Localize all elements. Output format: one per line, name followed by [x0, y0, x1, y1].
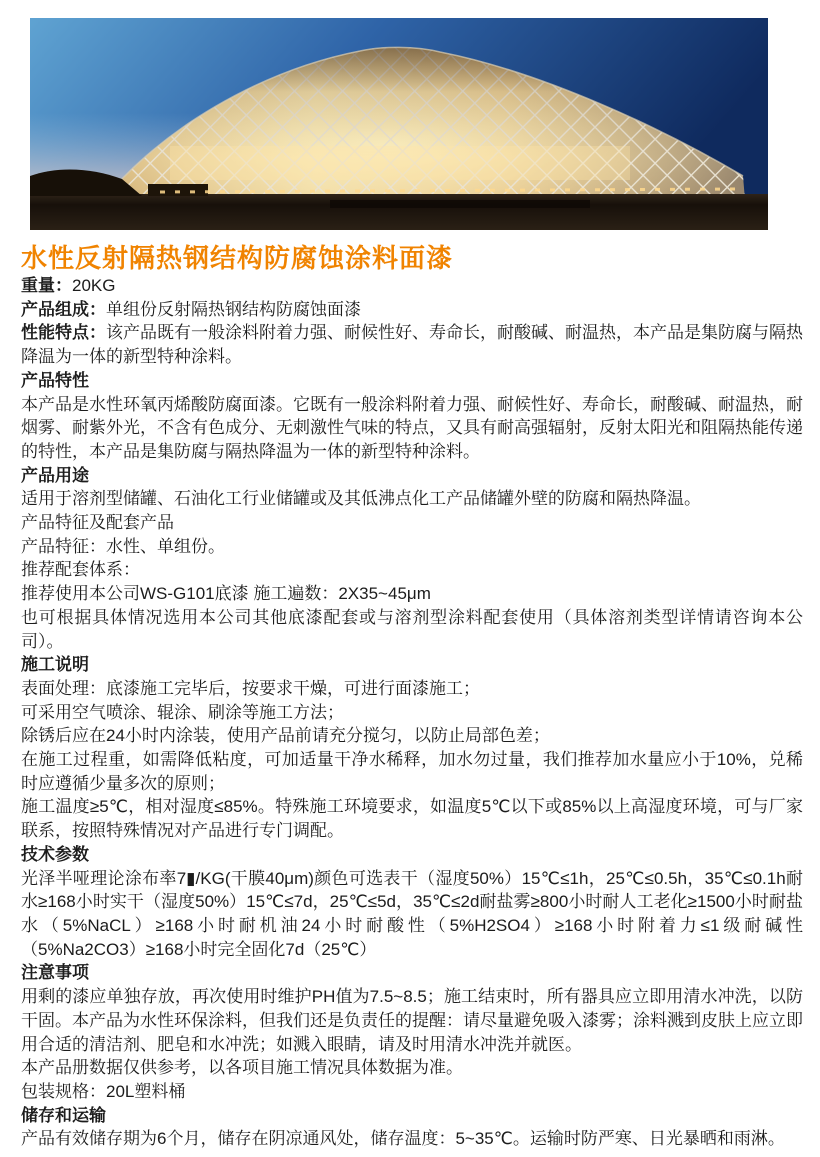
text-paragraph: 本产品是水性环氧丙烯酸防腐面漆。它既有一般涂料附着力强、耐候性好、寿命长，耐酸碱、耐温热，耐烟雾、耐紫外光，不含有色成分、无刺激性气味的特点，又具有耐高强辐射，反射太阳光和阻隔热能传递的特性，本产品是集防腐与隔热降温为一体的新型特种涂料。	[21, 394, 803, 461]
product-title: 水性反射隔热钢结构防腐蚀涂料面漆	[21, 243, 454, 273]
text-paragraph: 包装规格：20L塑料桶	[21, 1081, 186, 1101]
text-paragraph: 本产品册数据仅供参考，以各项目施工情况具体数据为准。	[21, 1058, 463, 1078]
under-structure-shadow	[330, 200, 590, 208]
lattice-building-photo	[30, 18, 768, 230]
field-value: 20KG	[72, 276, 116, 295]
text-paragraph: 施工温度≥5℃，相对湿度≤85%。特殊施工环境要求，如温度5℃以下或85%以上高湿度环境，可与厂家联系，按照特殊情况对产品进行专门调配。	[21, 797, 803, 841]
section-header: 产品特性	[21, 370, 89, 390]
product-description	[21, 274, 803, 1151]
field-value: 该产品既有一般涂料附着力强、耐候性好、寿命长，耐酸碱、耐温热，本产品是集防腐与隔热降温为一体的新型特种涂料。	[21, 323, 803, 367]
product-hero-photo	[30, 18, 768, 230]
text-paragraph: 可采用空气喷涂、辊涂、刷涂等施工方法；	[21, 702, 344, 722]
field-label: 性能特点：	[21, 323, 106, 343]
text-paragraph: 表面处理：底漆施工完毕后，按要求干燥，可进行面漆施工；	[21, 678, 480, 698]
text-paragraph: 产品有效储存期为6个月，储存在阴凉通风处，储存温度：5~35℃。运输时防严寒、日光暴晒和雨淋。	[21, 1129, 785, 1149]
text-paragraph: 在施工过程重，如需降低粘度，可加适量干净水稀释，加水勿过量，我们推荐加水量应小于10%，兑稀时应遵循少量多次的原则；	[21, 750, 803, 793]
text-paragraph: 推荐配套体系：	[21, 560, 140, 580]
section-header: 施工说明	[21, 655, 89, 675]
text-paragraph: 推荐使用本公司WS-G101底漆 施工遍数：2X35~45μm	[21, 584, 431, 604]
field-value: 单组份反射隔热钢结构防腐蚀面漆	[106, 299, 361, 319]
text-paragraph: 除锈后应在24小时内涂装，使用产品前请充分搅匀，以防止局部色差；	[21, 726, 550, 746]
text-paragraph: 用剩的漆应单独存放，再次使用时维护PH值为7.5~8.5；施工结束时，所有器具应立即用清水冲洗，以防干固。本产品为水性环保涂料，但我们还是负责任的提醒：请尽量避免吸入漆雾；涂料溅到皮肤上应立即用合适的清洁剂、肥皂和水冲洗；如溅入眼睛，请及时用清水冲洗并就医。	[21, 987, 803, 1054]
section-header: 注意事项	[21, 963, 89, 983]
text-paragraph: 产品特征：水性、单组份。	[21, 536, 225, 556]
text-paragraph: 也可根据具体情况选用本公司其他底漆配套或与溶剂型涂料配套使用（具体溶剂类型详情请咨询本公司）。	[21, 607, 803, 651]
text-paragraph: 产品特征及配套产品	[21, 513, 174, 533]
text-paragraph: 适用于溶剂型储罐、石油化工行业储罐或及其低沸点化工产品储罐外壁的防腐和隔热降温。	[21, 489, 701, 509]
section-header: 产品用途	[21, 465, 89, 485]
vehicle-silhouette	[148, 184, 208, 196]
text-paragraph: 光泽半哑理论涂布率7▮/KG(干膜40μm)颜色可选表干（湿度50%）15℃≤1h，25℃≤0.5h，35℃≤0.1h耐水≥168小时实干（湿度50%）15℃≤7d，25℃≤5d，35℃≤2d耐盐雾≥800小时耐人工老化≥1500小时耐盐水（5%NaCL）≥168小时耐机油24小时耐酸性（5%H2SO4）≥168小时附着力≤1级耐碱性（5%Na2CO3）≥168小时完全固化7d（25℃）	[21, 868, 803, 959]
spec-line	[21, 274, 803, 298]
field-label: 产品组成：	[21, 299, 106, 319]
ground	[30, 194, 768, 230]
section-header: 技术参数	[21, 844, 89, 864]
spec-line	[21, 321, 803, 368]
spec-line	[21, 298, 803, 322]
field-label: 重量：	[21, 276, 72, 295]
section-header: 储存和运输	[21, 1105, 106, 1125]
